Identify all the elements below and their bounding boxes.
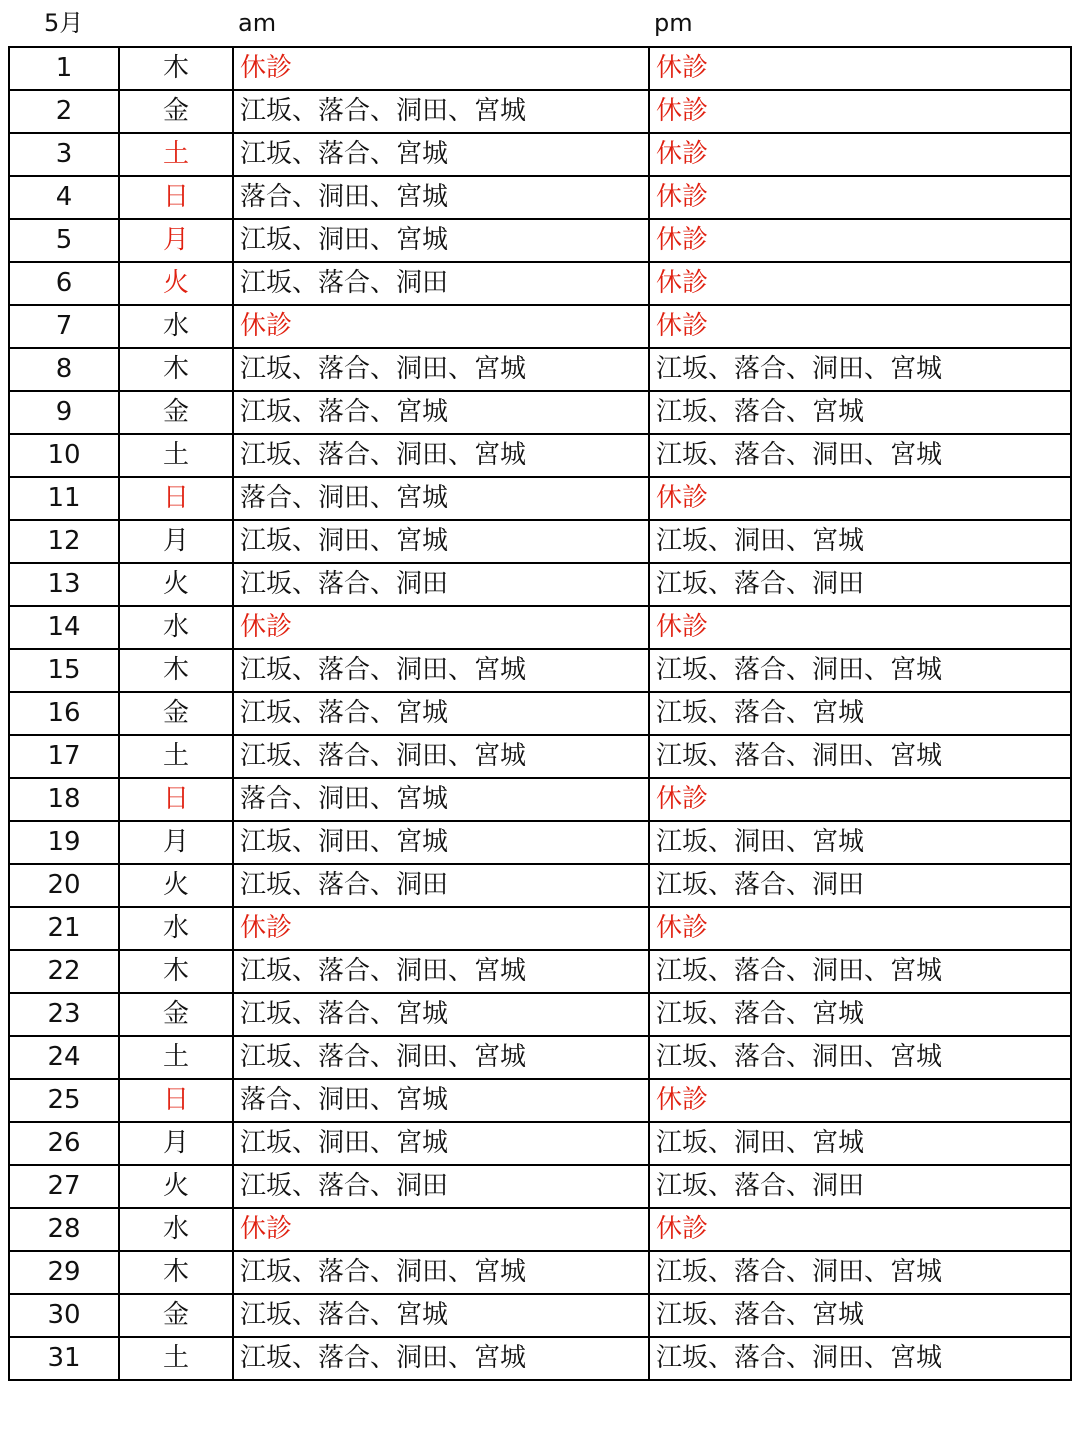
schedule-row — [9, 305, 1071, 348]
schedule-row — [9, 821, 1071, 864]
weekday-cell: 月 — [119, 520, 233, 563]
am-staff-cell: 江坂、落合、洞田、宮城 — [233, 1036, 649, 1079]
schedule-row — [9, 907, 1071, 950]
schedule-row — [9, 47, 1071, 90]
am-staff-cell: 落合、洞田、宮城 — [233, 477, 649, 520]
weekday-cell: 土 — [119, 434, 233, 477]
pm-column-label: pm — [654, 9, 693, 37]
schedule-row — [9, 1337, 1071, 1380]
day-cell: 3 — [9, 133, 119, 176]
day-cell: 18 — [9, 778, 119, 821]
day-cell: 15 — [9, 649, 119, 692]
pm-staff-cell: 休診 — [649, 176, 1071, 219]
day-cell: 10 — [9, 434, 119, 477]
schedule-row — [9, 348, 1071, 391]
schedule-row — [9, 950, 1071, 993]
pm-staff-cell: 江坂、落合、洞田 — [649, 1165, 1071, 1208]
am-staff-cell: 江坂、落合、宮城 — [233, 133, 649, 176]
schedule-table — [8, 46, 1072, 1381]
pm-staff-cell: 江坂、落合、洞田、宮城 — [649, 735, 1071, 778]
day-cell: 20 — [9, 864, 119, 907]
pm-staff-cell: 休診 — [649, 305, 1071, 348]
day-cell: 5 — [9, 219, 119, 262]
pm-staff-cell: 江坂、落合、洞田、宮城 — [649, 348, 1071, 391]
day-cell: 14 — [9, 606, 119, 649]
pm-staff-cell: 休診 — [649, 1208, 1071, 1251]
am-staff-cell: 江坂、落合、宮城 — [233, 692, 649, 735]
weekday-cell: 木 — [119, 47, 233, 90]
pm-staff-cell: 江坂、落合、洞田、宮城 — [649, 1036, 1071, 1079]
day-cell: 11 — [9, 477, 119, 520]
pm-staff-cell: 江坂、洞田、宮城 — [649, 520, 1071, 563]
schedule-row — [9, 1165, 1071, 1208]
weekday-cell: 火 — [119, 262, 233, 305]
weekday-cell: 月 — [119, 821, 233, 864]
day-cell: 8 — [9, 348, 119, 391]
pm-staff-cell: 江坂、落合、宮城 — [649, 692, 1071, 735]
am-staff-cell: 落合、洞田、宮城 — [233, 1079, 649, 1122]
day-cell: 7 — [9, 305, 119, 348]
schedule-row — [9, 1079, 1071, 1122]
day-cell: 1 — [9, 47, 119, 90]
day-cell: 13 — [9, 563, 119, 606]
am-staff-cell: 江坂、落合、洞田、宮城 — [233, 348, 649, 391]
weekday-cell: 水 — [119, 907, 233, 950]
am-column-label: am — [238, 9, 277, 37]
pm-staff-cell: 江坂、洞田、宮城 — [649, 1122, 1071, 1165]
month-label: 5月 — [44, 9, 84, 37]
am-staff-cell: 江坂、落合、洞田、宮城 — [233, 649, 649, 692]
pm-staff-cell: 江坂、落合、洞田、宮城 — [649, 1337, 1071, 1380]
day-cell: 26 — [9, 1122, 119, 1165]
weekday-cell: 土 — [119, 1337, 233, 1380]
am-staff-cell: 江坂、落合、洞田、宮城 — [233, 90, 649, 133]
pm-staff-cell: 休診 — [649, 1079, 1071, 1122]
schedule-row — [9, 1122, 1071, 1165]
day-cell: 23 — [9, 993, 119, 1036]
schedule-row — [9, 864, 1071, 907]
schedule-row — [9, 262, 1071, 305]
am-staff-cell: 江坂、洞田、宮城 — [233, 520, 649, 563]
schedule-row — [9, 1294, 1071, 1337]
day-cell: 29 — [9, 1251, 119, 1294]
schedule-row — [9, 735, 1071, 778]
pm-staff-cell: 江坂、落合、洞田 — [649, 864, 1071, 907]
weekday-cell: 日 — [119, 1079, 233, 1122]
weekday-cell: 日 — [119, 176, 233, 219]
am-staff-cell: 休診 — [233, 606, 649, 649]
schedule-row — [9, 993, 1071, 1036]
schedule-row — [9, 219, 1071, 262]
weekday-cell: 土 — [119, 1036, 233, 1079]
day-cell: 4 — [9, 176, 119, 219]
weekday-cell: 木 — [119, 1251, 233, 1294]
weekday-cell: 木 — [119, 950, 233, 993]
pm-staff-cell: 江坂、落合、洞田、宮城 — [649, 649, 1071, 692]
pm-staff-cell: 江坂、落合、洞田、宮城 — [649, 950, 1071, 993]
am-staff-cell: 江坂、落合、洞田 — [233, 864, 649, 907]
weekday-cell: 日 — [119, 778, 233, 821]
schedule-row — [9, 176, 1071, 219]
day-cell: 22 — [9, 950, 119, 993]
day-cell: 24 — [9, 1036, 119, 1079]
weekday-cell: 土 — [119, 735, 233, 778]
day-cell: 28 — [9, 1208, 119, 1251]
am-staff-cell: 江坂、落合、洞田 — [233, 563, 649, 606]
am-staff-cell: 江坂、落合、洞田、宮城 — [233, 1251, 649, 1294]
am-staff-cell: 江坂、落合、洞田、宮城 — [233, 434, 649, 477]
am-staff-cell: 休診 — [233, 305, 649, 348]
am-staff-cell: 江坂、洞田、宮城 — [233, 821, 649, 864]
am-staff-cell: 江坂、落合、宮城 — [233, 993, 649, 1036]
am-staff-cell: 江坂、洞田、宮城 — [233, 219, 649, 262]
am-staff-cell: 江坂、落合、洞田、宮城 — [233, 950, 649, 993]
weekday-cell: 木 — [119, 348, 233, 391]
pm-staff-cell: 江坂、落合、宮城 — [649, 391, 1071, 434]
day-cell: 31 — [9, 1337, 119, 1380]
schedule-row — [9, 391, 1071, 434]
schedule-row — [9, 778, 1071, 821]
schedule-row — [9, 649, 1071, 692]
day-cell: 16 — [9, 692, 119, 735]
weekday-cell: 水 — [119, 606, 233, 649]
schedule-row — [9, 1251, 1071, 1294]
weekday-cell: 月 — [119, 219, 233, 262]
weekday-cell: 火 — [119, 1165, 233, 1208]
day-cell: 30 — [9, 1294, 119, 1337]
pm-staff-cell: 江坂、落合、宮城 — [649, 1294, 1071, 1337]
pm-staff-cell: 江坂、落合、洞田、宮城 — [649, 434, 1071, 477]
weekday-cell: 火 — [119, 864, 233, 907]
pm-staff-cell: 休診 — [649, 606, 1071, 649]
pm-staff-cell: 休診 — [649, 47, 1071, 90]
am-staff-cell: 江坂、落合、宮城 — [233, 391, 649, 434]
pm-staff-cell: 江坂、洞田、宮城 — [649, 821, 1071, 864]
am-staff-cell: 江坂、落合、宮城 — [233, 1294, 649, 1337]
am-staff-cell: 落合、洞田、宮城 — [233, 176, 649, 219]
schedule-row — [9, 563, 1071, 606]
schedule-header — [0, 0, 1082, 46]
schedule-row — [9, 1036, 1071, 1079]
schedule-row — [9, 692, 1071, 735]
pm-staff-cell: 休診 — [649, 133, 1071, 176]
weekday-cell: 金 — [119, 993, 233, 1036]
day-cell: 21 — [9, 907, 119, 950]
weekday-cell: 金 — [119, 1294, 233, 1337]
weekday-cell: 土 — [119, 133, 233, 176]
weekday-cell: 日 — [119, 477, 233, 520]
am-staff-cell: 江坂、落合、洞田、宮城 — [233, 1337, 649, 1380]
day-cell: 6 — [9, 262, 119, 305]
am-staff-cell: 江坂、洞田、宮城 — [233, 1122, 649, 1165]
day-cell: 2 — [9, 90, 119, 133]
pm-staff-cell: 休診 — [649, 219, 1071, 262]
schedule-row — [9, 133, 1071, 176]
weekday-cell: 月 — [119, 1122, 233, 1165]
weekday-cell: 火 — [119, 563, 233, 606]
day-cell: 12 — [9, 520, 119, 563]
pm-staff-cell: 江坂、落合、宮城 — [649, 993, 1071, 1036]
schedule-row — [9, 520, 1071, 563]
day-cell: 9 — [9, 391, 119, 434]
am-staff-cell: 休診 — [233, 1208, 649, 1251]
pm-staff-cell: 休診 — [649, 477, 1071, 520]
am-staff-cell: 落合、洞田、宮城 — [233, 778, 649, 821]
pm-staff-cell: 休診 — [649, 262, 1071, 305]
pm-staff-cell: 休診 — [649, 90, 1071, 133]
pm-staff-cell: 江坂、落合、洞田 — [649, 563, 1071, 606]
am-staff-cell: 江坂、落合、洞田 — [233, 1165, 649, 1208]
day-cell: 19 — [9, 821, 119, 864]
schedule-table-body — [9, 47, 1071, 1380]
weekday-cell: 水 — [119, 305, 233, 348]
schedule-row — [9, 606, 1071, 649]
weekday-cell: 金 — [119, 692, 233, 735]
pm-staff-cell: 休診 — [649, 778, 1071, 821]
weekday-cell: 水 — [119, 1208, 233, 1251]
weekday-cell: 金 — [119, 391, 233, 434]
am-staff-cell: 休診 — [233, 907, 649, 950]
schedule-row — [9, 1208, 1071, 1251]
schedule-row — [9, 434, 1071, 477]
pm-staff-cell: 江坂、落合、洞田、宮城 — [649, 1251, 1071, 1294]
am-staff-cell: 江坂、落合、洞田、宮城 — [233, 735, 649, 778]
weekday-cell: 金 — [119, 90, 233, 133]
schedule-row — [9, 477, 1071, 520]
weekday-cell: 木 — [119, 649, 233, 692]
schedule-row — [9, 90, 1071, 133]
day-cell: 17 — [9, 735, 119, 778]
am-staff-cell: 休診 — [233, 47, 649, 90]
pm-staff-cell: 休診 — [649, 907, 1071, 950]
am-staff-cell: 江坂、落合、洞田 — [233, 262, 649, 305]
day-cell: 27 — [9, 1165, 119, 1208]
day-cell: 25 — [9, 1079, 119, 1122]
